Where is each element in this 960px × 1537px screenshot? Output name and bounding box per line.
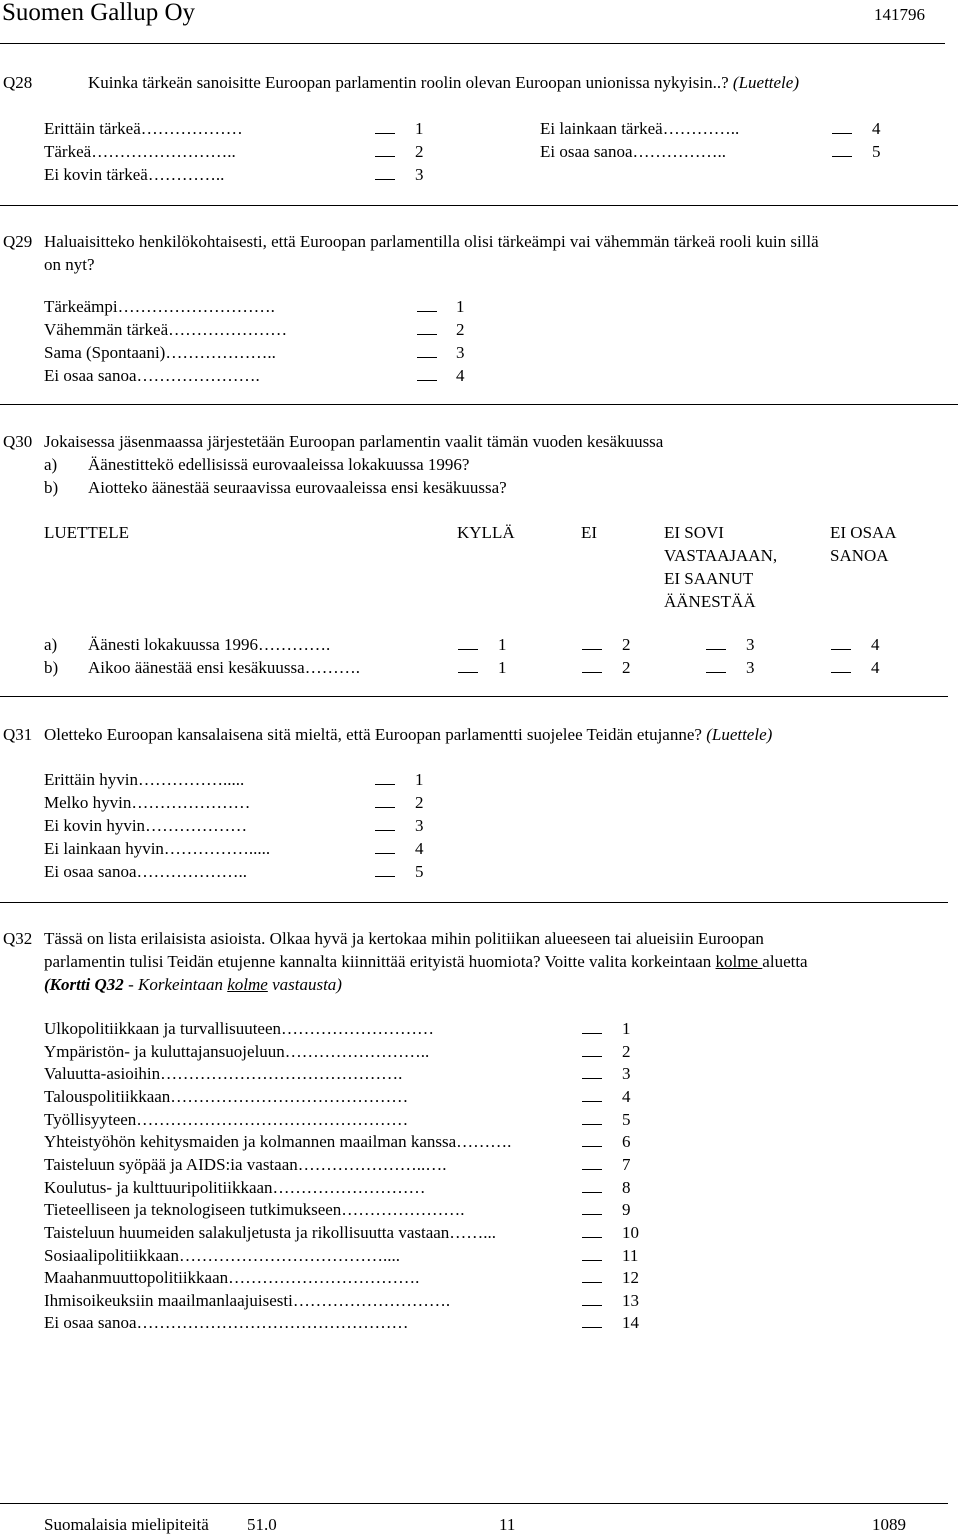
q30-row-blank [458,657,496,680]
q32-option-blank [582,1109,620,1132]
q28-option [44,164,224,187]
q32-option-label: Ympäristön- ja kuluttajansuojeluun [44,1041,285,1061]
q30-row-label: Äänesti lokakuussa 1996 [88,635,258,654]
q32-option-blank [582,1063,620,1086]
q29-option-label: Sama (Spontaani) [44,343,166,362]
q30-row-blank [831,634,869,657]
q30-sub-a-key: a) [44,455,58,474]
q28-option-code: 2 [415,142,424,161]
q32-option-blank [582,1041,620,1064]
q32-option-code: 8 [622,1177,631,1197]
q28-option-label: Ei kovin tärkeä [44,165,148,184]
q32-option-code: 13 [622,1290,639,1310]
q31-option-code: 4 [415,839,424,858]
q29-option-code: 4 [456,366,465,385]
q32-option-code: 5 [622,1109,631,1129]
q32-option-label: Tieteelliseen ja teknologiseen tutkimukseen [44,1200,342,1220]
q28-option-dots: ………….. [662,119,740,138]
q31-option-code: 2 [415,793,424,812]
q32-option [44,1177,426,1200]
q32-option [44,1154,447,1177]
q32-option-label: Taisteluun syöpää ja AIDS:ia vastaan [44,1154,298,1174]
q32-instruction [44,974,342,997]
q32-option-dots: ……………………………….... [179,1245,401,1265]
q30-row-blank [582,657,620,680]
q28-option-dots: ……………… [140,119,243,138]
q29-option-label: Ei osaa sanoa [44,366,137,385]
q31-option [44,861,247,884]
q32-line2-text: parlamentin tulisi Teidän etujenne kannalta kiinnittää erityistä huomiota? Voitte valita korkeintaan [44,952,716,971]
q32-option [44,1267,419,1290]
q30-row-blank [582,634,620,657]
q32-instr-text: - Korkeintaan [123,975,228,994]
q30-id: Q30 [3,432,33,451]
q29-option-code: 1 [456,297,465,316]
q29-option-code: 3 [456,343,465,362]
q32-option-blank [582,1131,620,1154]
q30-sub-a: Äänestittekö edellisissä eurovaaleissa lokakuussa 1996? [88,455,470,474]
q29-option [44,296,275,319]
q30-row-code: 1 [498,658,507,677]
q31-option-label: Ei kovin hyvin [44,816,146,835]
q32-line2-end: aluetta [762,952,808,971]
q31-option-dots: ……………..... [163,839,271,858]
q32-option-dots: ………………………………………… [136,1109,409,1129]
q31-option [44,769,244,792]
q32-option-dots: ………………………………………… [136,1313,409,1333]
q28-option-blank [375,141,413,164]
q32-option-code: 3 [622,1064,631,1084]
q31-option-code: 1 [415,770,424,789]
q29-option-blank [417,319,455,342]
q30-row-blank [458,634,496,657]
q32-option [44,1245,400,1268]
q30-row-code: 3 [746,635,755,654]
q32-option-blank [582,1222,620,1245]
q32-option-label: Ihmisoikeuksiin maailmanlaajuisesti [44,1290,293,1310]
q31-option-code: 3 [415,816,424,835]
q32-instr-end: vastausta) [267,975,342,994]
q32-option [44,1131,511,1154]
q31-option-code: 5 [415,862,424,881]
q28-option [44,141,236,164]
q32-option-dots: ……………………………………. [160,1064,403,1084]
q32-option-dots: ……………………… [272,1177,426,1197]
q31-option-blank [375,792,413,815]
q30-text-line1: Jokaisessa jäsenmaassa järjestetään Euroopan parlamentin vaalit tämän vuoden kesäkuussa [44,432,664,451]
q28-question: Kuinka tärkeän sanoisitte Euroopan parlamentin roolin olevan Euroopan unionissa nykyisin..? [88,73,733,92]
q32-option-code: 14 [622,1313,639,1333]
q31-option [44,815,247,838]
col-header-eiosaa: SANOA [830,546,889,565]
document-number: 141796 [874,5,925,24]
q31-option-dots: ………………… [131,793,251,812]
q29-id: Q29 [3,232,33,251]
q32-option-label: Talouspolitiikkaan [44,1086,171,1106]
q32-option-blank [582,1177,620,1200]
q32-option-dots: …………………………………… [170,1086,409,1106]
q29-option-dots: …………………. [136,366,260,385]
q32-card: (Kortti Q32 [44,975,124,994]
q28-text [88,72,799,95]
q31-text [44,724,772,747]
q32-option [44,1018,434,1041]
q29-option-label: Vähemmän tärkeä [44,320,169,339]
q31-option-blank [375,861,413,884]
q32-option-code: 1 [622,1019,631,1038]
q29-option [44,319,287,342]
q31-option-blank [375,838,413,861]
q29-option-blank [417,342,455,365]
q31-option [44,792,250,815]
q29-option-blank [417,296,455,319]
col-header-eisovi: EI SOVI [664,523,724,542]
q29-option [44,365,260,388]
section-rule [0,205,958,206]
q28-instruction: (Luettele) [732,73,799,92]
q32-option-dots: ………. [456,1132,512,1152]
q29-option-code: 2 [456,320,465,339]
q31-option-dots: ……………….. [136,862,248,881]
q32-option-code: 11 [622,1245,639,1265]
q31-instruction: (Luettele) [706,725,773,744]
q28-option-blank [832,118,870,141]
q28-option-code: 4 [872,119,881,138]
q31-option-dots: ……………..... [137,770,245,789]
q29-option-dots: ………………………. [117,297,275,316]
q30-row-label: Aikoo äänestää ensi kesäkuussa [88,658,305,677]
q32-option-label: Yhteistyöhön kehitysmaiden ja kolmannen maailman kanssa [44,1132,457,1152]
q30-row-code: 4 [871,658,880,677]
q30-row-code: 4 [871,635,880,654]
q32-option-code: 9 [622,1200,631,1220]
col-header-luettele: LUETTELE [44,523,129,542]
q32-option-blank [582,1154,620,1177]
q31-question: Oletteko Euroopan kansalaisena sitä mieltä, että Euroopan parlamentti suojelee Teidän etujanne? [44,725,707,744]
col-header-kylla: KYLLÄ [457,523,515,542]
q32-option-code: 6 [622,1132,631,1152]
q32-option [44,1063,402,1086]
q32-option-label: Ei osaa sanoa [44,1313,137,1333]
q32-option-label: Maahanmuuttopolitiikkaan [44,1268,229,1288]
q29-option-blank [417,365,455,388]
q28-option-blank [375,118,413,141]
q32-option-code: 2 [622,1041,631,1061]
section-rule [0,902,948,903]
q32-option [44,1222,496,1245]
q32-instr-emph: kolme [227,975,268,994]
q30-row [88,634,330,657]
q32-text-line1: Tässä on lista erilaisista asioista. Olkaa hyvä ja kertokaa mihin politiikan alueeseen tai alueisiin Euroopan [44,929,764,948]
q28-option-blank [375,164,413,187]
q32-option-label: Valuutta-asioihin [44,1064,161,1084]
q28-option-label: Erittäin tärkeä [44,119,141,138]
q30-row-code: 2 [622,635,631,654]
q30-row-dots: ………. [304,658,360,677]
q29-option-label: Tärkeämpi [44,297,118,316]
q32-option-blank [582,1199,620,1222]
q28-option-code: 3 [415,165,424,184]
q28-option-dots: …………………….. [91,142,236,161]
q28-option-label: Ei osaa sanoa [540,142,633,161]
q31-option-label: Melko hyvin [44,793,132,812]
q32-option [44,1199,465,1222]
q28-option-code: 5 [872,142,881,161]
col-header-eisovi: ÄÄNESTÄÄ [664,592,756,611]
q30-row-code: 1 [498,635,507,654]
q30-sub-b: Aiotteko äänestää seuraavissa eurovaaleissa ensi kesäkuussa? [88,478,507,497]
q32-option-label: Työllisyyteen [44,1109,137,1129]
q32-option-dots: ……………………………. [228,1268,420,1288]
section-rule [0,404,958,405]
q30-row-code: 3 [746,658,755,677]
footer-title: Suomalaisia mielipiteitä [44,1515,209,1534]
q32-option-blank [582,1245,620,1268]
q30-row-blank [706,657,744,680]
q28-option-label: Tärkeä [44,142,92,161]
footer-rule [0,1503,948,1504]
q32-option [44,1109,408,1132]
q32-option-blank [582,1267,620,1290]
q30-row-blank [831,657,869,680]
col-header-ei: EI [581,523,598,542]
q32-option-code: 12 [622,1268,639,1288]
q28-option-dots: ………….. [147,165,225,184]
q29-option [44,342,276,365]
q32-option-code: 4 [622,1086,631,1106]
q32-option [44,1290,450,1313]
q29-option-dots: ……………….. [165,343,276,362]
q32-text-line2 [44,951,808,974]
q32-id: Q32 [3,929,33,948]
q28-option [540,141,726,164]
q32-option [44,1086,408,1109]
q29-option-dots: ………………… [168,320,288,339]
q31-option [44,838,270,861]
q31-option-blank [375,769,413,792]
q29-text-line2: on nyt? [44,255,95,274]
q28-option-label: Ei lainkaan tärkeä [540,119,663,138]
q28-option [540,118,739,141]
footer-count: 1089 [872,1515,906,1534]
q32-option [44,1041,429,1064]
q28-id: Q28 [3,73,33,92]
q30-row-key: a) [44,635,58,654]
q32-option-dots: …………………….. [284,1041,430,1061]
q31-option-blank [375,815,413,838]
q32-option-label: Taisteluun huumeiden salakuljetusta ja rikollisuutta vastaan [44,1222,450,1242]
footer-page: 11 [499,1515,516,1534]
col-header-eisovi: VASTAAJAAN, [664,546,778,565]
footer-wave: 51.0 [247,1515,277,1534]
q31-option-label: Erittäin hyvin [44,770,138,789]
q32-option [44,1312,409,1335]
q31-option-dots: ……………… [145,816,248,835]
q32-option-dots: ……………………… [281,1019,435,1038]
q28-option [44,118,243,141]
q28-option-code: 1 [415,119,424,138]
q32-option-code: 7 [622,1154,631,1174]
q32-option-blank [582,1312,620,1335]
q30-sub-b-key: b) [44,478,59,497]
q32-option-dots: ………………………. [292,1290,451,1310]
q32-option-code: 10 [622,1222,639,1242]
q32-option-blank [582,1018,620,1041]
q32-line2-emph: kolme [715,952,763,971]
q32-option-label: Sosiaalipolitiikkaan [44,1245,180,1265]
q32-option-blank [582,1086,620,1109]
q31-option-label: Ei lainkaan hyvin [44,839,164,858]
q32-option-label: Ulkopolitiikkaan ja turvallisuuteen [44,1019,282,1038]
q31-id: Q31 [3,725,33,744]
q28-option-blank [832,141,870,164]
q32-option-dots: …………………..…. [297,1154,447,1174]
q32-option-blank [582,1290,620,1313]
company-name: Suomen Gallup Oy [2,0,196,26]
q30-row [88,657,360,680]
header-rule [0,43,945,44]
section-rule [0,696,948,697]
col-header-eiosaa: EI OSAA [830,523,897,542]
q28-option-dots: …………….. [632,142,727,161]
q32-option-dots: …………………. [341,1200,465,1220]
q32-option-dots: ……... [449,1222,497,1242]
q31-option-label: Ei osaa sanoa [44,862,137,881]
q30-row-code: 2 [622,658,631,677]
q30-row-dots: …………. [257,635,331,654]
col-header-eisovi: EI SAANUT [664,569,754,588]
q32-option-label: Koulutus- ja kulttuuripolitiikkaan [44,1177,273,1197]
q29-text-line1: Haluaisitteko henkilökohtaisesti, että Euroopan parlamentilla olisi tärkeämpi vai vähemmän tärkeä rooli kuin sillä [44,232,819,251]
q30-row-key: b) [44,658,59,677]
q30-row-blank [706,634,744,657]
